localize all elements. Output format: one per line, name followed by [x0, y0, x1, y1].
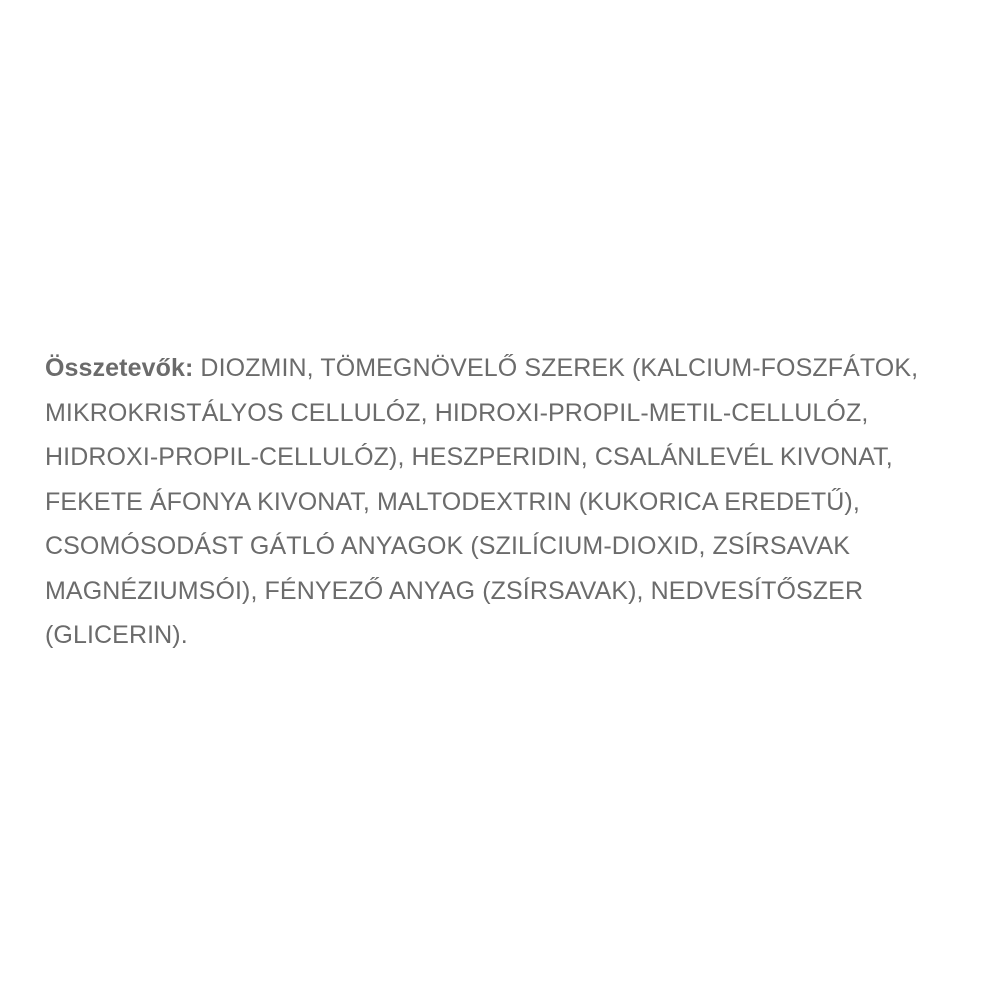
ingredients-label: Összetevők:: [45, 354, 194, 382]
ingredients-line-2: MIKROKRISTÁLYOS CELLULÓZ, HIDROXI-PROPIL-METIL-CELLULÓZ,: [45, 398, 869, 427]
ingredients-line-1: [45, 346, 975, 391]
ingredients-line-6: MAGNÉZIUMSÓI), FÉNYEZŐ ANYAG (ZSÍRSAVAK), NEDVESÍTŐSZER: [45, 576, 864, 605]
ingredients-text: DIOZMIN, TÖMEGNÖVELŐ SZEREK (KALCIUM-FOSZFÁTOK,: [193, 354, 919, 382]
ingredients-line-7: (GLICERIN).: [45, 621, 188, 649]
ingredients-line-4: FEKETE ÁFONYA KIVONAT, MALTODEXTRIN (KUKORICA EREDETŰ),: [45, 487, 860, 516]
ingredients-line-3: HIDROXI-PROPIL-CELLULÓZ), HESZPERIDIN, CSALÁNLEVÉL KIVONAT,: [45, 443, 893, 471]
ingredients-line-5: CSOMÓSODÁST GÁTLÓ ANYAGOK (SZILÍCIUM-DIOXID, ZSÍRSAVAK: [45, 532, 851, 560]
ingredients-paragraph: [45, 346, 975, 658]
